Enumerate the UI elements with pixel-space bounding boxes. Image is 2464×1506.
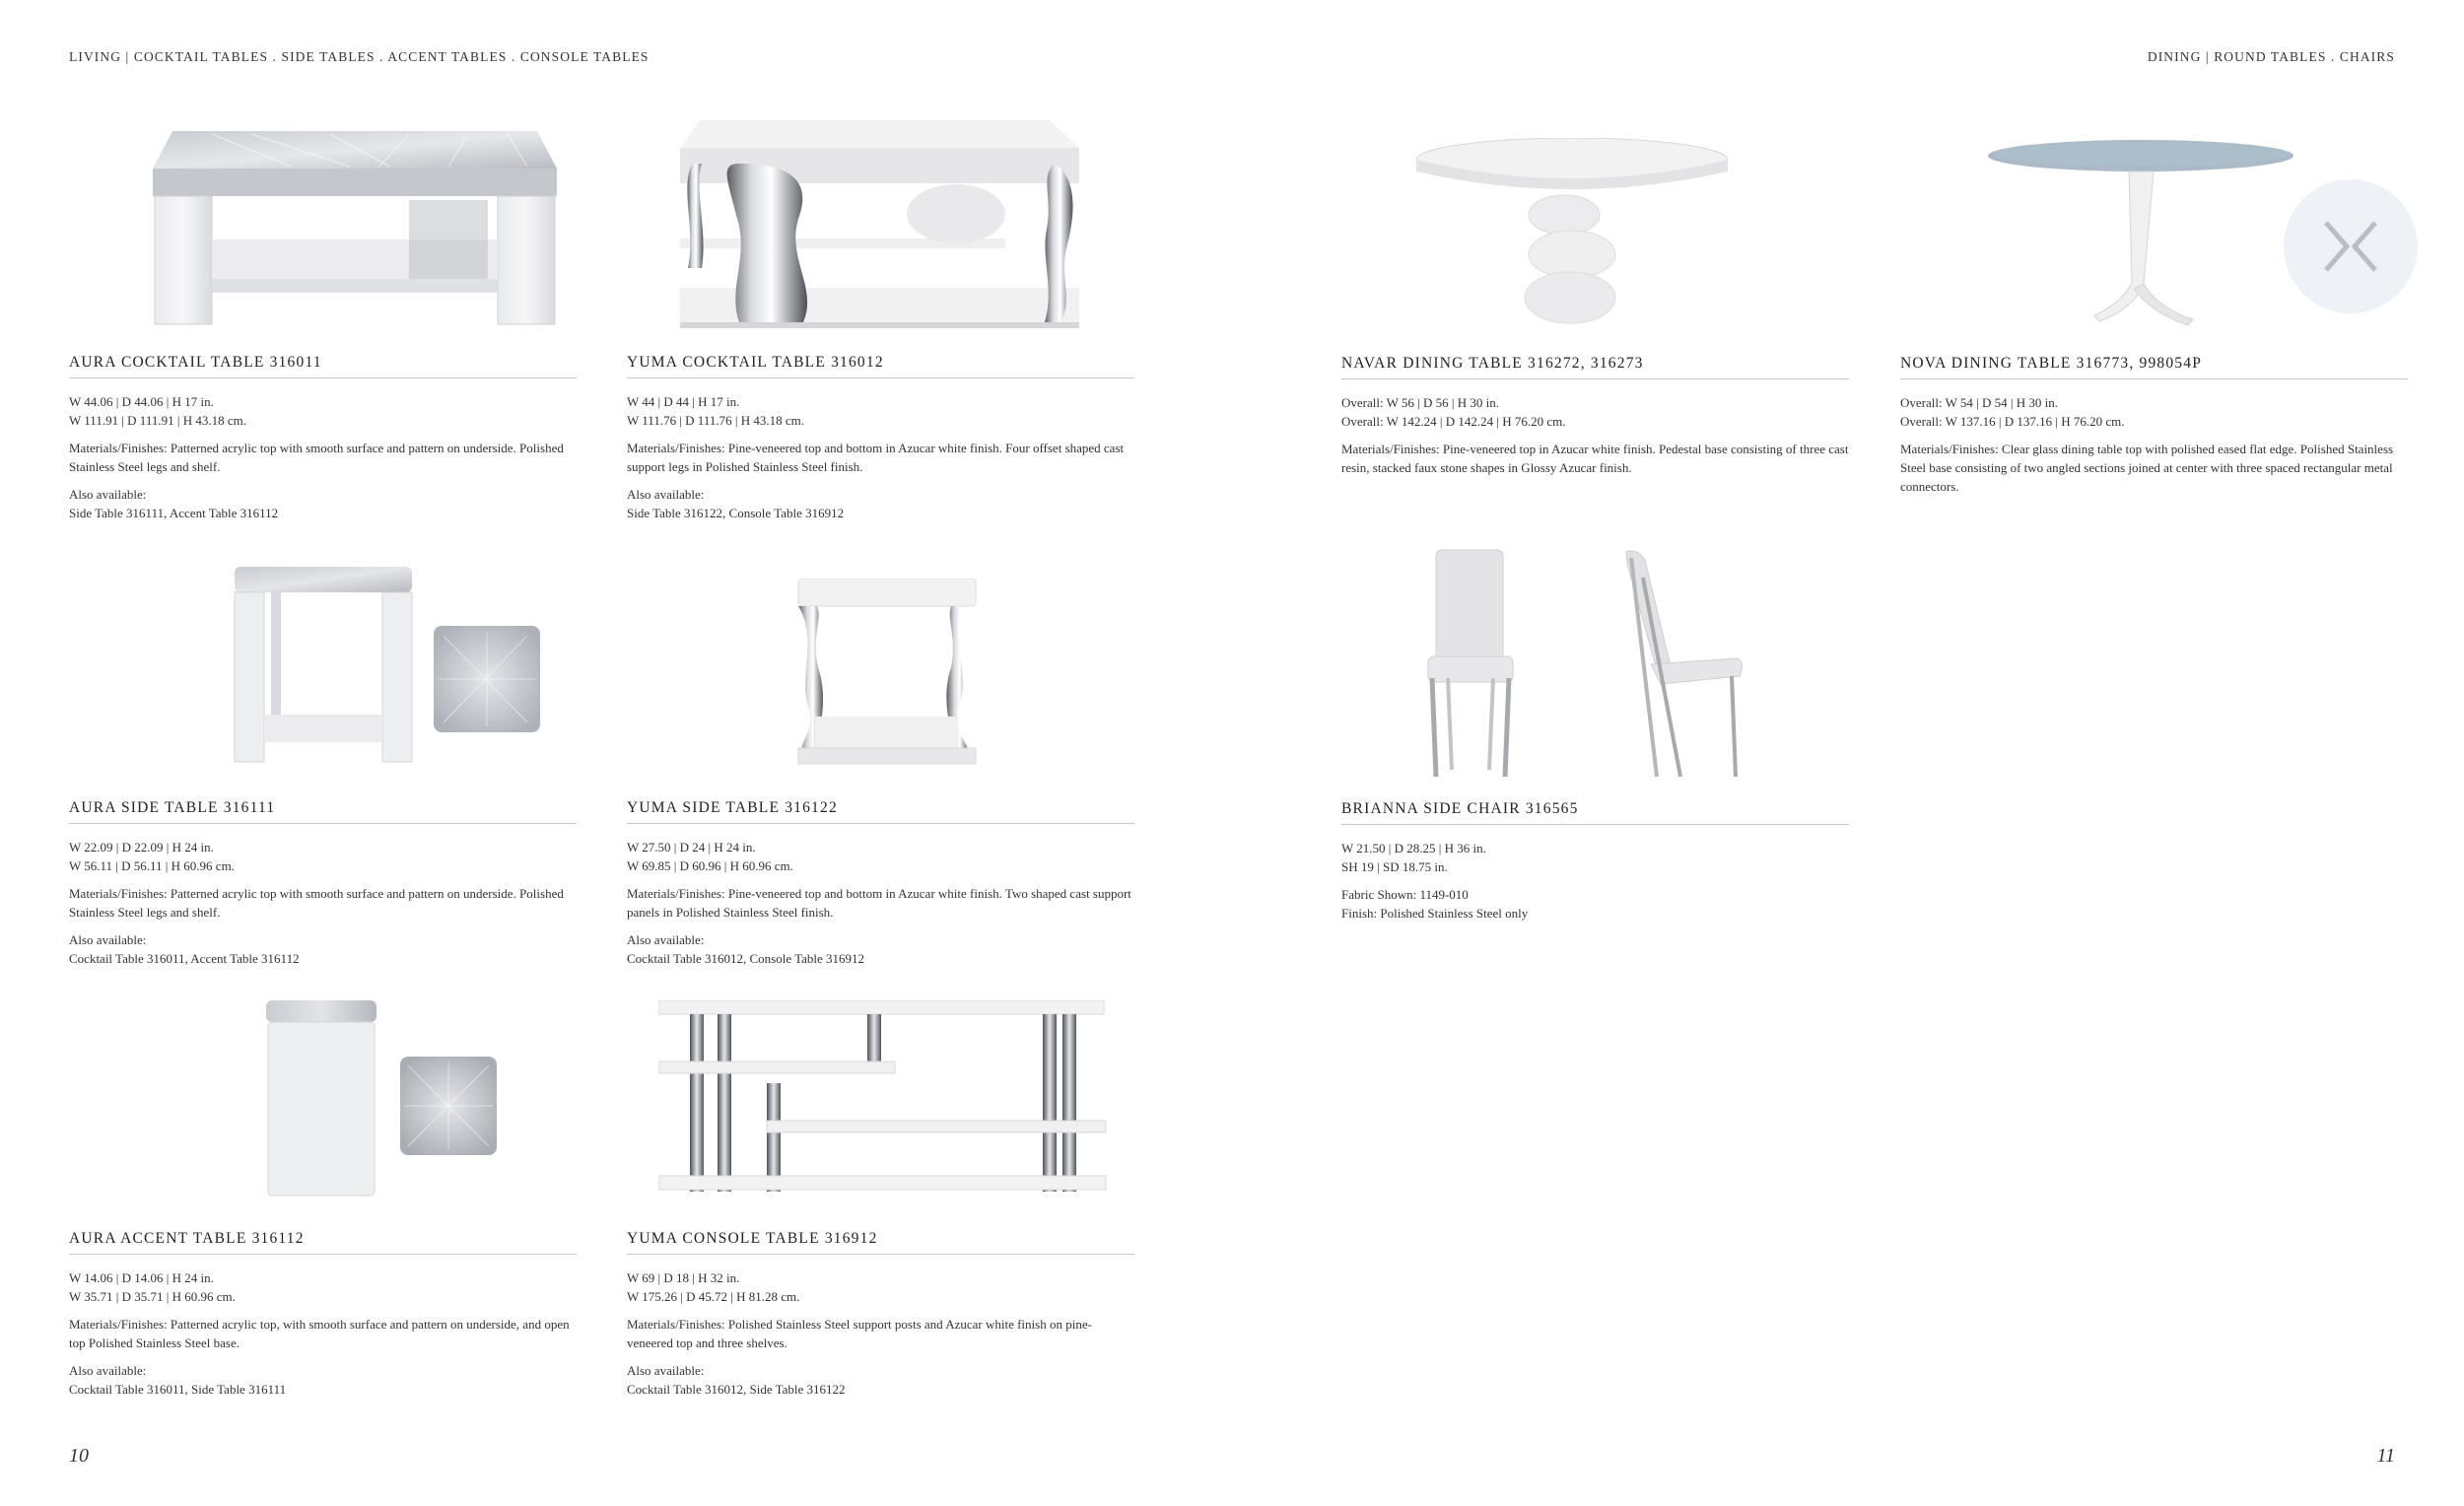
also-available-list: Cocktail Table 316012, Side Table 316122 <box>627 1382 846 1397</box>
aura-side-table-image <box>232 567 547 764</box>
product-title: YUMA CONSOLE TABLE 316912 <box>627 1230 1134 1255</box>
product-nova-dining-table <box>1900 355 2408 496</box>
dimensions-inches: Overall: W 56 | D 56 | H 30 in. <box>1341 395 1499 410</box>
materials-finishes: Materials/Finishes: Pine-veneered top and bottom in Azucar white finish. Two shaped cast support panels in Polished Stainless Steel finish. <box>627 886 1131 920</box>
dimensions-cm: W 69.85 | D 60.96 | H 60.96 cm. <box>627 858 793 873</box>
also-available-label: Also available: <box>69 487 147 502</box>
also-available-label: Also available: <box>69 1363 147 1378</box>
brianna-side-chair-image <box>1424 548 1799 780</box>
also-available-label: Also available: <box>69 932 147 947</box>
materials-finishes: Materials/Finishes: Pine-veneered top and bottom in Azucar white finish. Four offset shaped cast support legs in Polished Stainless Steel finish. <box>627 441 1125 474</box>
materials-finishes: Materials/Finishes: Patterned acrylic top with smooth surface and pattern on underside. Polished Stainless Steel legs and shelf. <box>69 441 564 474</box>
running-head-left: LIVING | COCKTAIL TABLES . SIDE TABLES . ACCENT TABLES . CONSOLE TABLES <box>69 49 650 64</box>
dimensions-inches: W 21.50 | D 28.25 | H 36 in. <box>1341 841 1486 856</box>
also-available-list: Side Table 316111, Accent Table 316112 <box>69 506 279 520</box>
dimensions-cm: W 35.71 | D 35.71 | H 60.96 cm. <box>69 1289 236 1304</box>
product-title: BRIANNA SIDE CHAIR 316565 <box>1341 800 1849 825</box>
dimensions-cm: Overall: W 137.16 | D 137.16 | H 76.20 cm. <box>1900 414 2125 429</box>
aura-cocktail-table-image <box>153 131 557 328</box>
product-aura-accent-table <box>69 1230 577 1399</box>
product-brianna-side-chair <box>1341 800 1849 923</box>
also-available-list: Side Table 316122, Console Table 316912 <box>627 506 845 520</box>
materials-finishes: Materials/Finishes: Pine-veneered top in Azucar white finish. Pedestal base consisting of three cast resin, stacked faux stone shapes in Glossy Azucar finish. <box>1341 442 1849 475</box>
fabric-shown: Fabric Shown: 1149-010 <box>1341 887 1469 902</box>
page-number-right: 11 <box>2376 1445 2395 1467</box>
product-title: AURA SIDE TABLE 316111 <box>69 799 577 824</box>
materials-finishes: Materials/Finishes: Patterned acrylic top, with smooth surface and pattern on underside, and open top Polished Stainless Steel base. <box>69 1317 570 1350</box>
product-yuma-side-table <box>627 799 1134 968</box>
materials-finishes: Materials/Finishes: Polished Stainless Steel support posts and Azucar white finish on pine-veneered top and three shelves. <box>627 1317 1092 1350</box>
seat-dimensions: SH 19 | SD 18.75 in. <box>1341 859 1448 874</box>
dimensions-inches: W 69 | D 18 | H 32 in. <box>627 1270 740 1285</box>
product-title: NAVAR DINING TABLE 316272, 316273 <box>1341 355 1849 379</box>
nova-dining-table-image <box>1986 136 2420 333</box>
product-title: AURA ACCENT TABLE 316112 <box>69 1230 577 1255</box>
also-available-label: Also available: <box>627 1363 705 1378</box>
yuma-side-table-image <box>793 579 981 766</box>
product-title: AURA COCKTAIL TABLE 316011 <box>69 354 577 378</box>
also-available-label: Also available: <box>627 932 705 947</box>
dimensions-inches: W 14.06 | D 14.06 | H 24 in. <box>69 1270 214 1285</box>
dimensions-inches: W 22.09 | D 22.09 | H 24 in. <box>69 840 214 855</box>
dimensions-inches: W 44.06 | D 44.06 | H 17 in. <box>69 394 214 409</box>
also-available-list: Cocktail Table 316011, Side Table 316111 <box>69 1382 287 1397</box>
dimensions-cm: W 111.76 | D 111.76 | H 43.18 cm. <box>627 413 804 428</box>
product-yuma-cocktail-table <box>627 354 1134 522</box>
materials-finishes: Materials/Finishes: Patterned acrylic top with smooth surface and pattern on underside. Polished Stainless Steel legs and shelf. <box>69 886 564 920</box>
also-available-label: Also available: <box>627 487 705 502</box>
aura-accent-table-image <box>264 1000 511 1198</box>
yuma-cocktail-table-image <box>680 120 1084 329</box>
dimensions-inches: Overall: W 54 | D 54 | H 30 in. <box>1900 395 2058 410</box>
product-navar-dining-table <box>1341 355 1849 477</box>
running-head-right: DINING | ROUND TABLES . CHAIRS <box>2147 49 2395 64</box>
dimensions-inches: W 44 | D 44 | H 17 in. <box>627 394 740 409</box>
yuma-console-table-image <box>658 1000 1107 1207</box>
product-title: NOVA DINING TABLE 316773, 998054P <box>1900 355 2408 379</box>
dimensions-cm: W 111.91 | D 111.91 | H 43.18 cm. <box>69 413 246 428</box>
product-aura-side-table <box>69 799 577 968</box>
dimensions-inches: W 27.50 | D 24 | H 24 in. <box>627 840 756 855</box>
product-title: YUMA COCKTAIL TABLE 316012 <box>627 354 1134 378</box>
product-yuma-console-table <box>627 1230 1134 1399</box>
dimensions-cm: W 175.26 | D 45.72 | H 81.28 cm. <box>627 1289 800 1304</box>
product-title: YUMA SIDE TABLE 316122 <box>627 799 1134 824</box>
also-available-list: Cocktail Table 316012, Console Table 316912 <box>627 951 865 966</box>
finish: Finish: Polished Stainless Steel only <box>1341 906 1529 921</box>
dimensions-cm: W 56.11 | D 56.11 | H 60.96 cm. <box>69 858 235 873</box>
materials-finishes: Materials/Finishes: Clear glass dining table top with polished eased flat edge. Polished Stainless Steel base consisting of two angled sections joined at center with three spaced rectangular metal connectors. <box>1900 442 2394 494</box>
dimensions-cm: Overall: W 142.24 | D 142.24 | H 76.20 cm. <box>1341 414 1566 429</box>
navar-dining-table-image <box>1414 138 1730 325</box>
page-number-left: 10 <box>69 1445 89 1467</box>
product-aura-cocktail-table <box>69 354 577 522</box>
also-available-list: Cocktail Table 316011, Accent Table 316112 <box>69 951 300 966</box>
